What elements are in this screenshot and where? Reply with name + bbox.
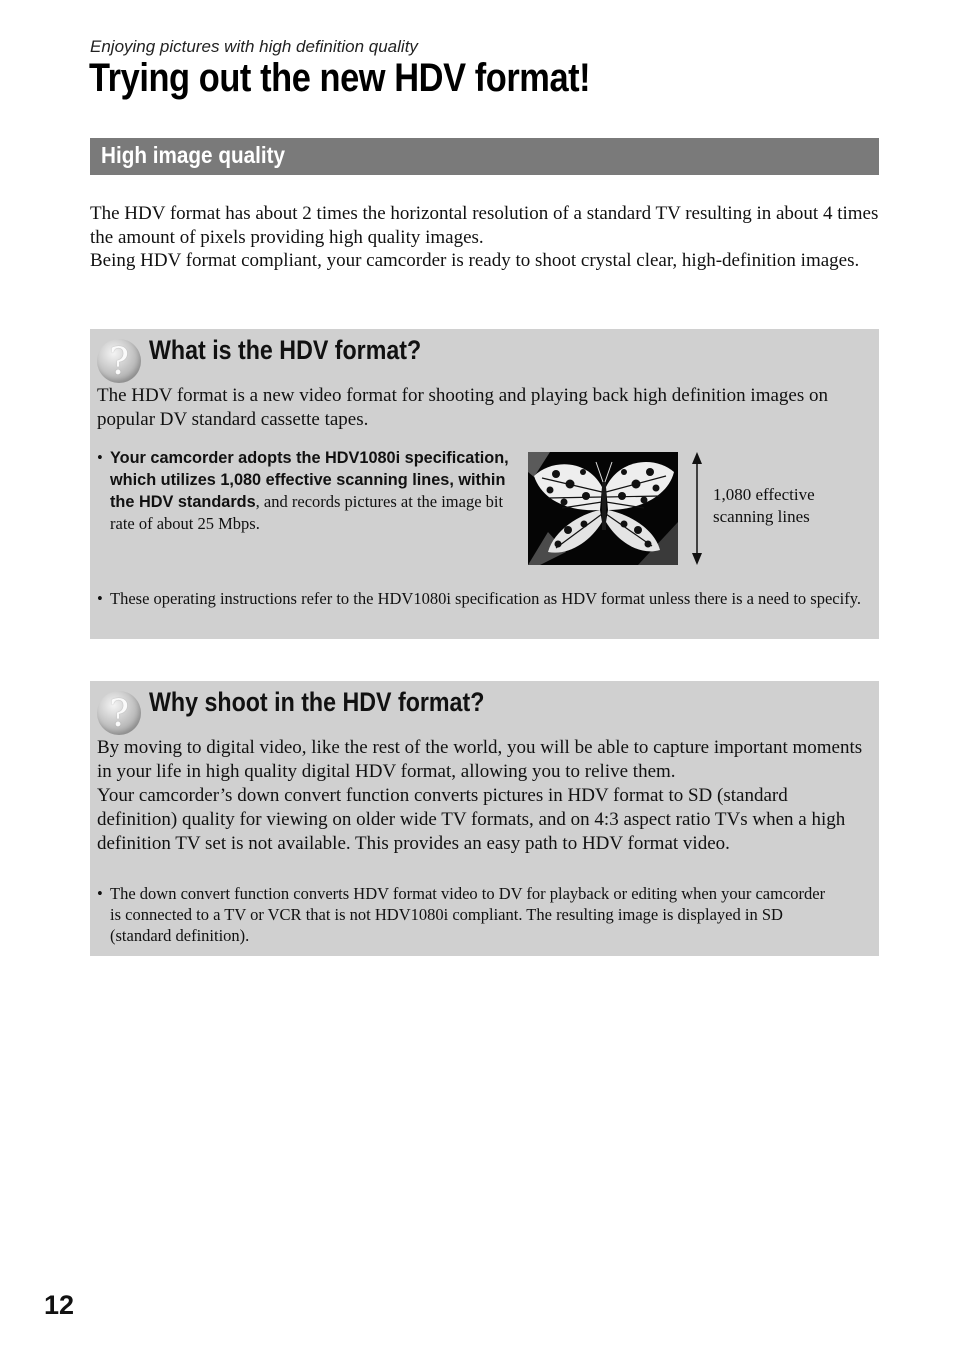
box2-paragraph-1: By moving to digital video, like the rest of the world, you will be able to capture important moments in your life in high quality digital HDV format, allowing you to relive them. [97, 737, 863, 782]
bullet-bold-text: Your camcorder adopts the HDV1080i specification, which utilizes 1,080 effective scanning lines, within the HDV standards [110, 449, 509, 511]
butterfly-photo [528, 452, 678, 565]
box1-body [97, 384, 867, 432]
list-item [97, 447, 525, 534]
box2-paragraph-2: Your camcorder’s down convert function converts pictures in HDV format to SD (standard definition) quality for viewing on older wide TV formats, and on 4:3 aspect ratio TVs when a high definition TV set is not available. This provides an easy path to HDV format video. [97, 785, 846, 854]
question-icon [97, 691, 141, 735]
section-band-label: High image quality [101, 142, 286, 168]
intro-text [90, 202, 880, 273]
bullet-text: , and records pictures at the image bit rate of about 25 Mbps. [110, 492, 504, 533]
section-label: Enjoying pictures with high definition quality [90, 37, 418, 56]
box-title-why-shoot-hdv: Why shoot in the HDV format? [149, 687, 485, 717]
scanning-lines-caption [713, 484, 853, 528]
caption-line-2: scanning lines [713, 507, 810, 526]
why-shoot-hdv-box [90, 681, 879, 956]
question-glyph: ? [109, 340, 129, 383]
box1-paragraph: The HDV format is a new video format for shooting and playing back high definition images on popular DV standard cassette tapes. [97, 385, 828, 430]
intro-paragraph-2: Being HDV format compliant, your camcorder is ready to shoot crystal clear, high-definition images. [90, 250, 860, 272]
list-item: • The down convert function converts HDV format video to DV for playback or editing when your camcorder is connected to a TV or VCR that is not HDV1080i compliant. The resulting image is displayed in SD (standard definition). [97, 883, 837, 946]
what-is-hdv-box [90, 329, 879, 639]
box-title-what-is-hdv: What is the HDV format? [149, 335, 422, 365]
page-title: Trying out the new HDV format! [89, 56, 591, 100]
caption-line-1: 1,080 effective [713, 485, 815, 504]
list-item: • These operating instructions refer to the HDV1080i specification as HDV format unless there is a need to specify. [97, 588, 872, 609]
intro-paragraph-1: The HDV format has about 2 times the horizontal resolution of a standard TV resulting in about 4 times the amount of pixels providing high quality images. [90, 203, 879, 248]
question-glyph: ? [109, 692, 129, 735]
dimension-arrow-icon [688, 452, 706, 565]
page-number: 12 [44, 1290, 75, 1320]
section-band [90, 138, 879, 175]
box2-body [97, 736, 872, 856]
question-icon [97, 339, 141, 383]
